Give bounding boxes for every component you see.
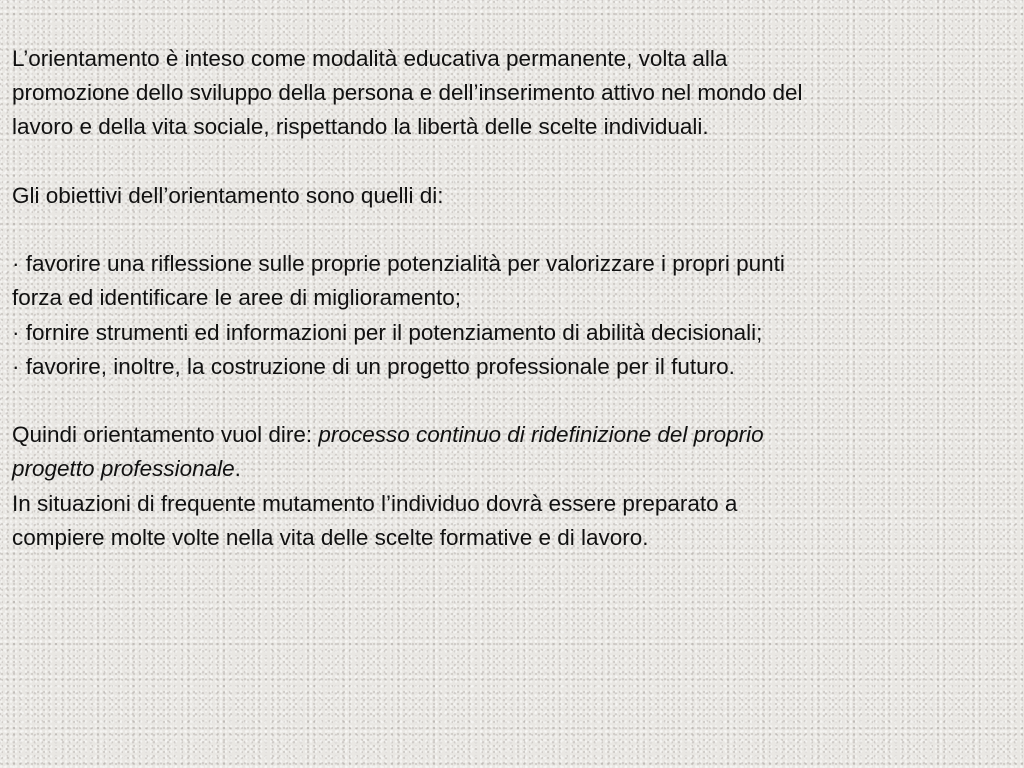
definition-paragraph [12, 418, 972, 486]
paragraph-gap [12, 213, 972, 247]
objectives-heading: Gli obiettivi dell’orientamento sono quelli di: [12, 182, 444, 208]
paragraph-gap [12, 145, 972, 179]
bullet-item: · favorire, inoltre, la costruzione di un progetto professionale per il futuro. [12, 353, 735, 379]
closing-paragraph: In situazioni di frequente mutamento l’individuo dovrà essere preparato a compiere molte volte nella vita delle scelte formative e di lavoro. [12, 490, 738, 550]
definition-italic: processo continuo di ridefinizione del proprio progetto professionale [12, 422, 764, 482]
definition-suffix: . [234, 456, 241, 482]
definition-prefix: Quindi orientamento vuol dire: [12, 422, 319, 448]
bullet-item: · favorire una riflessione sulle proprie potenzialità per valorizzare i propri punti forza ed identificare le aree di miglioramento; [12, 251, 785, 311]
intro-paragraph: L’orientamento è inteso come modalità educativa permanente, volta alla promozione dello sviluppo della persona e dell’inserimento attivo nel mondo del lavoro e della vita sociale, rispettando la libertà delle scelte individuali. [12, 46, 803, 140]
bullet-item: · fornire strumenti ed informazioni per il potenziamento di abilità decisionali; [12, 319, 763, 345]
slide-body [12, 42, 972, 555]
paragraph-gap [12, 384, 972, 418]
